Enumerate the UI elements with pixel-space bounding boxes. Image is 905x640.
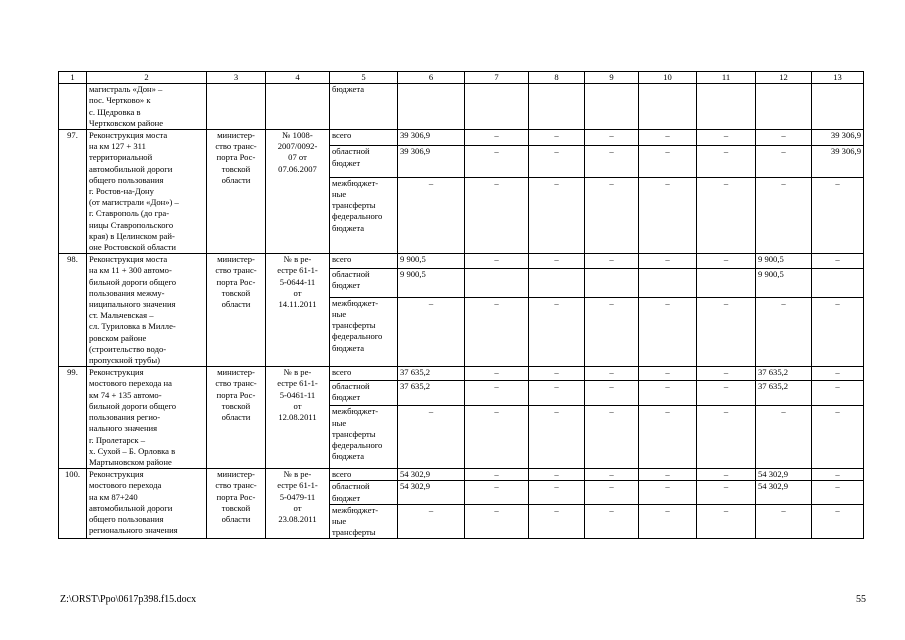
funding-source-line: бюджета (332, 342, 365, 353)
column-header: 6 (398, 72, 465, 84)
budget-table (58, 71, 864, 539)
cell-empty (529, 84, 585, 130)
amount-cell: – (697, 146, 756, 177)
amount-cell: – (585, 297, 639, 367)
continued-row (59, 84, 864, 130)
funding-source-line: межбюджет- (332, 504, 379, 515)
registry-doc-line: от (293, 502, 302, 513)
customer-org (207, 367, 266, 469)
customer-org-line: ство транс- (215, 378, 257, 389)
registry-doc-line: № в ре- (283, 254, 312, 265)
customer-org-line: ство транс- (215, 141, 257, 152)
registry-doc (266, 130, 330, 254)
registry-doc (266, 254, 330, 367)
amount-cell: – (812, 254, 864, 269)
registry-doc-line: от (293, 287, 302, 298)
object-name-line: ровском районе (89, 332, 147, 343)
amount-cell: 54 302,9 (398, 469, 465, 481)
funding-source-line: трансферты (332, 428, 376, 439)
customer-org-line: министер- (217, 469, 255, 480)
column-header: 1 (59, 72, 87, 84)
amount-cell: – (465, 504, 529, 539)
funding-source-line: областной (332, 146, 370, 157)
amount-cell: – (465, 254, 529, 269)
amount-cell: – (639, 406, 697, 469)
amount-cell (529, 269, 585, 298)
object-name-line: км 74 + 135 автомо- (89, 389, 162, 400)
registry-doc-line: 2007/0092- (277, 141, 318, 152)
row-number: 99. (59, 367, 87, 469)
object-name (87, 469, 207, 539)
amount-cell: 54 302,9 (756, 469, 812, 481)
amount-cell: – (529, 406, 585, 469)
object-name-line: пос. Чертково» к (89, 95, 151, 106)
column-header: 13 (812, 72, 864, 84)
funding-source (330, 367, 398, 380)
amount-cell: 39 306,9 (398, 146, 465, 177)
funding-source-line: межбюджет- (332, 406, 379, 417)
amount-cell: 9 900,5 (398, 254, 465, 269)
funding-source-line: бюджет (332, 157, 361, 168)
funding-source-line: областной (332, 380, 370, 391)
footer-page-number: 55 (856, 594, 866, 605)
object-name-line: г. Ростов-на-Дону (89, 186, 154, 197)
object-name-line: мостового перехода на (89, 378, 172, 389)
amount-cell: – (529, 254, 585, 269)
header-row (59, 72, 864, 84)
cell-empty (266, 84, 330, 130)
cell-empty (639, 84, 697, 130)
amount-cell: – (465, 146, 529, 177)
object-name-line: мостового перехода (89, 480, 162, 491)
amount-cell: – (639, 469, 697, 481)
object-name-line: пользования межму- (89, 287, 165, 298)
object-name-line: бильной дороги общего (89, 276, 177, 287)
funding-source-line: всего (332, 469, 352, 480)
funding-source (330, 406, 398, 469)
funding-source-line: трансферты (332, 320, 376, 331)
funding-source-line: межбюджет- (332, 297, 379, 308)
customer-org-line: товской (221, 287, 251, 298)
amount-cell: – (756, 177, 812, 253)
amount-cell: – (585, 406, 639, 469)
funding-source-line: трансферты (332, 527, 376, 538)
customer-org-line: области (221, 513, 251, 524)
object-name-line: края) в Целинском рай- (89, 230, 175, 241)
funding-source-line: федерального (332, 440, 383, 451)
funding-source (330, 297, 398, 367)
amount-cell: – (812, 177, 864, 253)
object-name-line: общего пользования (89, 513, 164, 524)
amount-cell: – (697, 177, 756, 253)
funding-source-line: бюджета (332, 84, 365, 95)
funding-source-line: бюджет (332, 391, 361, 402)
amount-cell: 39 306,9 (812, 130, 864, 146)
amount-cell: – (756, 146, 812, 177)
amount-cell: – (465, 481, 529, 504)
amount-cell: – (529, 481, 585, 504)
funding-source-line: областной (332, 269, 370, 280)
registry-doc-line: естре 61-1- (277, 378, 318, 389)
registry-doc-line: № в ре- (283, 367, 312, 378)
registry-doc-line: 5-0461-11 (279, 389, 316, 400)
object-name-line: регионального значения (89, 525, 178, 536)
funding-source-line: бюджет (332, 280, 361, 291)
customer-org-line: министер- (217, 254, 255, 265)
amount-cell: – (529, 380, 585, 406)
amount-cell: – (398, 504, 465, 539)
amount-cell: – (585, 481, 639, 504)
object-name-line: ницы Ставропольского (89, 219, 174, 230)
amount-cell: – (465, 367, 529, 380)
customer-org-line: ство транс- (215, 480, 257, 491)
amount-cell: – (697, 481, 756, 504)
object-name-line: Реконструкция моста (89, 130, 168, 141)
amount-cell: – (639, 297, 697, 367)
object-name-line: общего пользования (89, 174, 164, 185)
amount-cell: 54 302,9 (756, 481, 812, 504)
object-name-line: Реконструкция моста (89, 254, 168, 265)
customer-org-line: порта Рос- (216, 276, 256, 287)
table-row (59, 469, 864, 481)
object-name-line: (строительство водо- (89, 343, 167, 354)
customer-org (207, 469, 266, 539)
funding-source (330, 146, 398, 177)
object-name-line: Реконструкция (89, 469, 144, 480)
object-name-line: Мартыновском районе (89, 456, 172, 467)
object-name-line: автомобильной дороги (89, 502, 173, 513)
registry-doc-line: естре 61-1- (277, 265, 318, 276)
table-row (59, 254, 864, 269)
cell-empty (465, 84, 529, 130)
customer-org-line: порта Рос- (216, 389, 256, 400)
table-row (59, 367, 864, 380)
object-name-line: Реконструкция (89, 367, 144, 378)
amount-cell: – (697, 254, 756, 269)
column-header: 5 (330, 72, 398, 84)
funding-source-line: ные (332, 515, 347, 526)
object-name-line: бильной дороги общего (89, 400, 177, 411)
amount-cell: – (812, 297, 864, 367)
cell-empty (812, 84, 864, 130)
amount-cell: – (398, 177, 465, 253)
amount-cell: – (398, 297, 465, 367)
customer-org-line: области (221, 174, 251, 185)
customer-org-line: области (221, 299, 251, 310)
funding-source-line: всего (332, 130, 352, 141)
object-name-line: на км 87+240 (89, 491, 138, 502)
object-name-line: пользования регио- (89, 412, 161, 423)
amount-cell: – (465, 406, 529, 469)
amount-cell: – (756, 297, 812, 367)
amount-cell: – (529, 367, 585, 380)
funding-source-line: ные (332, 308, 347, 319)
object-name-line: на км 127 + 311 (89, 141, 146, 152)
amount-cell (639, 269, 697, 298)
amount-cell: – (529, 177, 585, 253)
object-name-line: г. Ставрополь (до гра- (89, 208, 170, 219)
amount-cell: – (812, 367, 864, 380)
object-name-line: оне Ростовской области (89, 242, 177, 253)
registry-doc-line: 07.06.2007 (278, 163, 317, 174)
funding-source-line: всего (332, 367, 352, 378)
amount-cell: – (529, 130, 585, 146)
funding-source (330, 177, 398, 253)
object-name (87, 130, 207, 254)
column-header: 9 (585, 72, 639, 84)
funding-source (330, 269, 398, 298)
object-name-line: пропускной трубы) (89, 355, 160, 366)
funding-source (330, 84, 398, 130)
registry-doc-line: 23.08.2011 (278, 513, 317, 524)
amount-cell: – (529, 297, 585, 367)
object-name-line: с. Щедровка в (89, 106, 141, 117)
amount-cell: 9 900,5 (756, 269, 812, 298)
amount-cell: 37 635,2 (398, 367, 465, 380)
amount-cell: – (529, 469, 585, 481)
object-name (87, 254, 207, 367)
funding-source-line: межбюджет- (332, 177, 379, 188)
funding-source (330, 469, 398, 481)
amount-cell: – (812, 481, 864, 504)
amount-cell (465, 269, 529, 298)
object-name-line: г. Пролетарск – (89, 434, 146, 445)
funding-source-line: всего (332, 254, 352, 265)
amount-cell: – (697, 380, 756, 406)
customer-org (207, 254, 266, 367)
cell-empty (59, 84, 87, 130)
registry-doc-line: естре 61-1- (277, 480, 318, 491)
amount-cell: 39 306,9 (812, 146, 864, 177)
amount-cell (697, 269, 756, 298)
amount-cell: – (756, 504, 812, 539)
amount-cell: – (639, 380, 697, 406)
amount-cell: 39 306,9 (398, 130, 465, 146)
object-name-line: магистраль «Дон» – (89, 84, 163, 95)
funding-source (330, 481, 398, 504)
amount-cell: – (465, 380, 529, 406)
funding-source-line: федерального (332, 331, 383, 342)
amount-cell: – (697, 130, 756, 146)
customer-org-line: порта Рос- (216, 152, 256, 163)
amount-cell (812, 269, 864, 298)
cell-empty (697, 84, 756, 130)
row-number: 97. (59, 130, 87, 254)
funding-source-line: бюджета (332, 222, 365, 233)
amount-cell: – (585, 146, 639, 177)
row-number: 98. (59, 254, 87, 367)
funding-source-line: трансферты (332, 200, 376, 211)
amount-cell: 37 635,2 (756, 380, 812, 406)
amount-cell: – (639, 367, 697, 380)
object-name-line: нального значения (89, 423, 158, 434)
customer-org (207, 130, 266, 254)
amount-cell: 37 635,2 (756, 367, 812, 380)
funding-source-line: ные (332, 417, 347, 428)
amount-cell: – (697, 406, 756, 469)
funding-source-line: ные (332, 188, 347, 199)
customer-org-line: области (221, 412, 251, 423)
object-name-line: (от магистрали «Дон») – (89, 197, 179, 208)
amount-cell: – (812, 469, 864, 481)
amount-cell: – (465, 177, 529, 253)
funding-source (330, 380, 398, 406)
amount-cell: – (465, 469, 529, 481)
column-header: 4 (266, 72, 330, 84)
customer-org-line: министер- (217, 367, 255, 378)
funding-source (330, 130, 398, 146)
registry-doc (266, 469, 330, 539)
column-header: 8 (529, 72, 585, 84)
cell-empty (398, 84, 465, 130)
amount-cell: – (639, 254, 697, 269)
amount-cell: – (585, 504, 639, 539)
amount-cell: – (639, 504, 697, 539)
registry-doc-line: 5-0644-11 (279, 276, 316, 287)
column-header: 2 (87, 72, 207, 84)
amount-cell: – (585, 130, 639, 146)
amount-cell: – (697, 469, 756, 481)
customer-org-line: порта Рос- (216, 491, 256, 502)
amount-cell: – (812, 504, 864, 539)
amount-cell: – (756, 130, 812, 146)
object-name-line: ст. Мальчевская – (89, 310, 154, 321)
registry-doc-line: № 1008- (282, 130, 313, 141)
amount-cell: – (585, 469, 639, 481)
amount-cell: – (585, 380, 639, 406)
object-name-line: автомобильной дороги (89, 163, 173, 174)
amount-cell: – (398, 406, 465, 469)
registry-doc-line: 12.08.2011 (278, 412, 317, 423)
footer-file-path: Z:\ORST\Ppo\0617p398.f15.docx (60, 594, 197, 605)
amount-cell: – (639, 130, 697, 146)
amount-cell: – (697, 297, 756, 367)
amount-cell (585, 269, 639, 298)
amount-cell: 9 900,5 (398, 269, 465, 298)
object-name-line: Чертковском районе (89, 117, 164, 128)
column-header: 11 (697, 72, 756, 84)
object-name-line: сл. Туриловка в Милле- (89, 321, 176, 332)
amount-cell: – (465, 297, 529, 367)
column-header: 3 (207, 72, 266, 84)
funding-source-line: бюджета (332, 451, 365, 462)
cell-empty (756, 84, 812, 130)
amount-cell: – (812, 406, 864, 469)
amount-cell: – (812, 380, 864, 406)
customer-org-line: ство транс- (215, 265, 257, 276)
column-header: 12 (756, 72, 812, 84)
amount-cell: – (697, 367, 756, 380)
amount-cell: 37 635,2 (398, 380, 465, 406)
table-row (59, 130, 864, 146)
cell-empty (585, 84, 639, 130)
object-name (87, 84, 207, 130)
customer-org-line: товской (221, 163, 251, 174)
amount-cell: 9 900,5 (756, 254, 812, 269)
amount-cell: – (756, 406, 812, 469)
amount-cell: – (585, 254, 639, 269)
object-name-line: х. Сухой – Б. Орловка в (89, 445, 176, 456)
amount-cell: – (697, 504, 756, 539)
amount-cell: – (639, 177, 697, 253)
amount-cell: – (529, 146, 585, 177)
funding-source (330, 254, 398, 269)
object-name-line: на км 11 + 300 автомо- (89, 265, 172, 276)
cell-empty (207, 84, 266, 130)
registry-doc (266, 367, 330, 469)
funding-source-line: областной (332, 481, 370, 492)
amount-cell: – (639, 146, 697, 177)
amount-cell: – (585, 177, 639, 253)
amount-cell: – (639, 481, 697, 504)
funding-source (330, 504, 398, 539)
column-header: 7 (465, 72, 529, 84)
customer-org-line: министер- (217, 130, 255, 141)
customer-org-line: товской (221, 400, 251, 411)
funding-source-line: бюджет (332, 492, 361, 503)
amount-cell: – (529, 504, 585, 539)
registry-doc-line: 07 от (288, 152, 307, 163)
amount-cell: – (465, 130, 529, 146)
column-header: 10 (639, 72, 697, 84)
object-name-line: территориальной (89, 152, 153, 163)
funding-source-line: федерального (332, 211, 383, 222)
object-name (87, 367, 207, 469)
registry-doc-line: № в ре- (283, 469, 312, 480)
row-number: 100. (59, 469, 87, 539)
amount-cell: – (585, 367, 639, 380)
customer-org-line: товской (221, 502, 251, 513)
registry-doc-line: 14.11.2011 (278, 299, 317, 310)
amount-cell: 54 302,9 (398, 481, 465, 504)
registry-doc-line: 5-0479-11 (279, 491, 316, 502)
registry-doc-line: от (293, 400, 302, 411)
object-name-line: ниципального значения (89, 299, 176, 310)
